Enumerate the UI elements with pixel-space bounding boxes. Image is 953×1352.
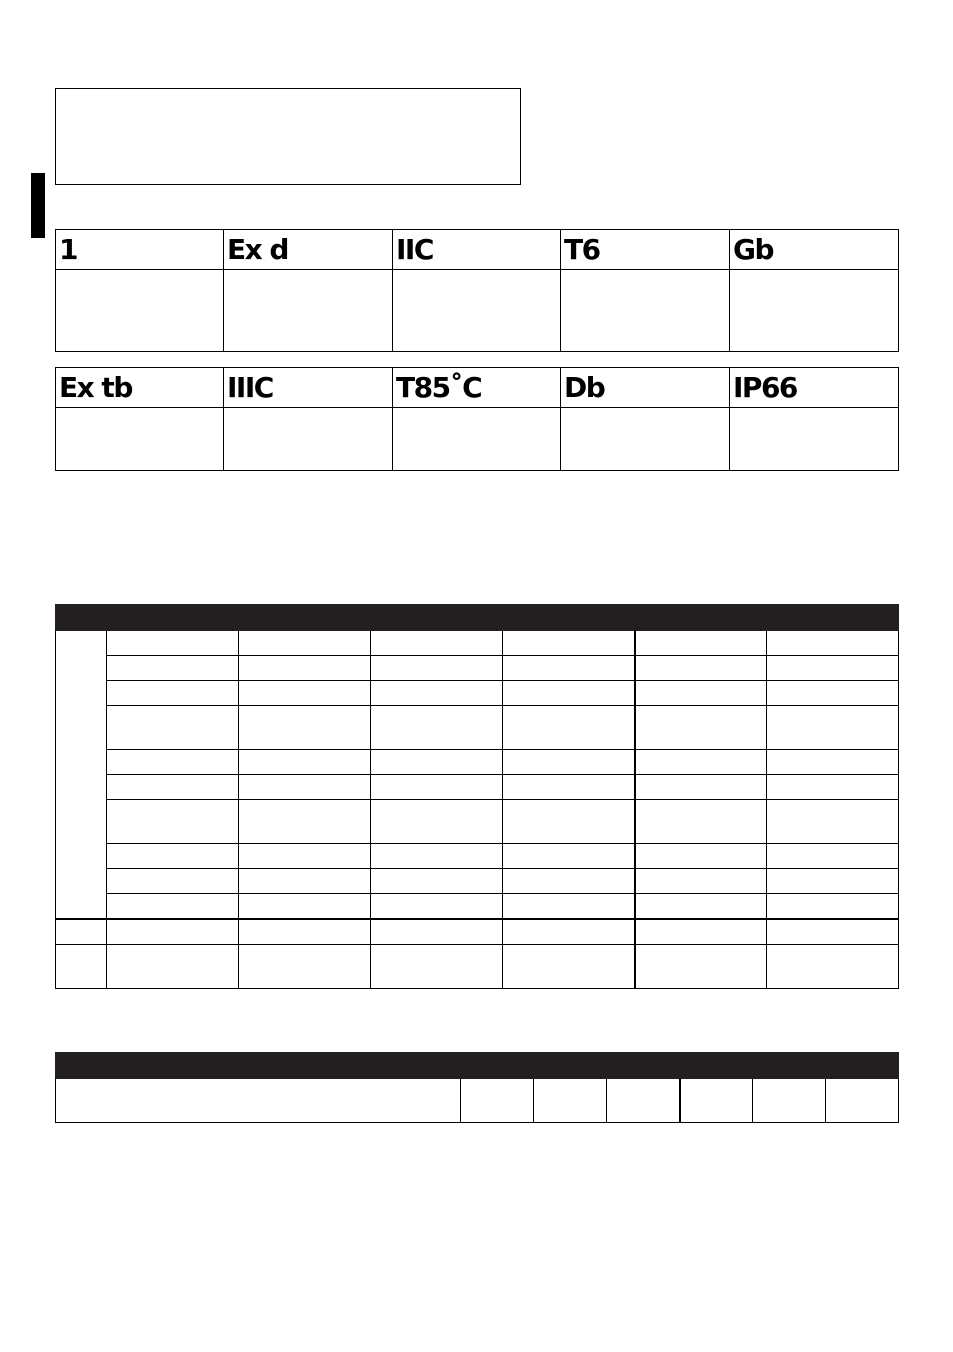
- label-cell: [56, 1079, 461, 1123]
- table-cell: [607, 1079, 680, 1123]
- dust-marking-codes-row: [56, 368, 899, 408]
- table-cell: [534, 1079, 607, 1123]
- table-cell: [767, 681, 899, 706]
- table-cell: [767, 945, 899, 989]
- dust-marking-description-row: [56, 408, 899, 471]
- table-cell: [635, 945, 767, 989]
- table-row: [56, 681, 899, 706]
- table-row: [56, 1079, 899, 1123]
- summary-table: [55, 1052, 899, 1123]
- gas-marking-codes-row: [56, 230, 899, 270]
- description-cell: [561, 270, 730, 352]
- table-cell: [107, 775, 239, 800]
- table-cell: [107, 631, 239, 656]
- table-cell: [239, 750, 371, 775]
- table-cell: [635, 706, 767, 750]
- equipment-group-code: 1: [56, 230, 224, 270]
- gas-marking-description-row: [56, 270, 899, 352]
- description-cell: [56, 408, 224, 471]
- table-cell: [371, 945, 503, 989]
- description-cell: [561, 408, 730, 471]
- gas-group-code: IIC: [393, 230, 561, 270]
- table-cell: [371, 800, 503, 844]
- header-cell: [56, 1053, 899, 1079]
- description-cell: [393, 408, 561, 471]
- dust-marking-table: [55, 367, 899, 471]
- table-row: [56, 656, 899, 681]
- table-cell: [239, 706, 371, 750]
- header-blank-box: [55, 88, 521, 185]
- temperature-class-code: T6: [561, 230, 730, 270]
- table-cell: [753, 1079, 826, 1123]
- table-cell: [635, 681, 767, 706]
- table-cell: [107, 945, 239, 989]
- table-cell: [371, 919, 503, 945]
- table-row: [56, 800, 899, 844]
- table-cell: [635, 919, 767, 945]
- table-cell: [107, 750, 239, 775]
- table-cell: [107, 681, 239, 706]
- table-cell: [503, 750, 635, 775]
- table-row: [56, 844, 899, 869]
- table-row: [56, 750, 899, 775]
- table-cell: [635, 869, 767, 894]
- table-cell: [767, 631, 899, 656]
- table-cell: [107, 800, 239, 844]
- table-cell: [239, 775, 371, 800]
- table-cell: [503, 631, 635, 656]
- table-cell: [503, 869, 635, 894]
- description-cell: [730, 270, 899, 352]
- table-cell: [107, 894, 239, 920]
- table-cell: [56, 919, 107, 945]
- table-header-bar: [56, 1053, 899, 1079]
- table-cell: [503, 706, 635, 750]
- section-tab-marker: [31, 173, 45, 238]
- table-cell: [503, 844, 635, 869]
- table-cell: [635, 750, 767, 775]
- description-cell: [56, 270, 224, 352]
- table-cell: [239, 919, 371, 945]
- table-cell: [635, 631, 767, 656]
- table-cell: [503, 894, 635, 920]
- table-cell: [635, 800, 767, 844]
- table-cell: [371, 869, 503, 894]
- table-cell: [461, 1079, 534, 1123]
- group-label-cell: [56, 631, 107, 920]
- table-cell: [107, 844, 239, 869]
- table-cell: [503, 919, 635, 945]
- header-cell: [56, 605, 899, 631]
- dust-group-code: IIIC: [224, 368, 393, 408]
- table-cell: [635, 656, 767, 681]
- table-cell: [239, 894, 371, 920]
- table-cell: [635, 775, 767, 800]
- table-cell: [107, 919, 239, 945]
- table-cell: [371, 844, 503, 869]
- table-cell: [371, 706, 503, 750]
- table-cell: [503, 775, 635, 800]
- table-cell: [767, 775, 899, 800]
- table-cell: [371, 894, 503, 920]
- equipment-protection-level-code: Db: [561, 368, 730, 408]
- table-cell: [826, 1079, 899, 1123]
- table-cell: [107, 656, 239, 681]
- table-cell: [239, 656, 371, 681]
- table-cell: [767, 869, 899, 894]
- table-row: [56, 706, 899, 750]
- table-cell: [239, 681, 371, 706]
- table-cell: [635, 894, 767, 920]
- max-surface-temperature-code: T85˚C: [393, 368, 561, 408]
- specification-table: [55, 604, 899, 989]
- table-cell: [239, 869, 371, 894]
- table-cell: [239, 945, 371, 989]
- table-cell: [239, 800, 371, 844]
- table-cell: [503, 656, 635, 681]
- table-cell: [680, 1079, 753, 1123]
- equipment-protection-level-code: Gb: [730, 230, 899, 270]
- table-cell: [371, 656, 503, 681]
- table-cell: [767, 750, 899, 775]
- ingress-protection-code: IP66: [730, 368, 899, 408]
- table-cell: [767, 706, 899, 750]
- table-cell: [503, 681, 635, 706]
- table-cell: [56, 945, 107, 989]
- table-header-bar: [56, 605, 899, 631]
- table-cell: [503, 945, 635, 989]
- table-row: [56, 894, 899, 920]
- table-cell: [503, 800, 635, 844]
- table-row: [56, 869, 899, 894]
- description-cell: [393, 270, 561, 352]
- table-cell: [371, 775, 503, 800]
- description-cell: [224, 408, 393, 471]
- table-cell: [371, 750, 503, 775]
- description-cell: [224, 270, 393, 352]
- table-row: [56, 945, 899, 989]
- table-cell: [371, 681, 503, 706]
- description-cell: [730, 408, 899, 471]
- table-cell: [107, 706, 239, 750]
- table-cell: [767, 919, 899, 945]
- table-row: [56, 919, 899, 945]
- table-cell: [371, 631, 503, 656]
- table-cell: [239, 631, 371, 656]
- table-cell: [635, 844, 767, 869]
- table-cell: [239, 844, 371, 869]
- table-row: [56, 775, 899, 800]
- gas-marking-table: [55, 229, 899, 352]
- protection-type-code: Ex d: [224, 230, 393, 270]
- table-cell: [107, 869, 239, 894]
- table-cell: [767, 844, 899, 869]
- table-cell: [767, 656, 899, 681]
- protection-type-code: Ex tb: [56, 368, 224, 408]
- table-cell: [767, 800, 899, 844]
- table-row: [56, 631, 899, 656]
- table-cell: [767, 894, 899, 920]
